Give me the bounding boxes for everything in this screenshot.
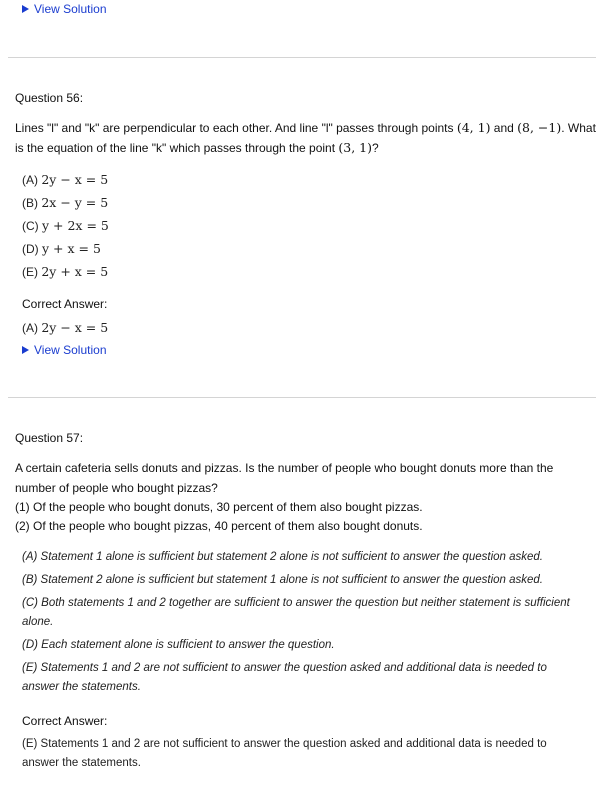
option-b: (B) Statement 2 alone is sufficient but statement 1 alone is not sufficient to answer the question asked. [22,574,543,586]
statement-1: (1) Of the people who bought donuts, 30 percent of them also bought pizzas. [15,500,423,514]
view-solution-toggle-55[interactable] [22,2,107,16]
option-b: (B) 2x − y = 5 [22,195,109,210]
option-d: (D) Each statement alone is sufficient to answer the question. [22,639,335,651]
divider [8,397,596,398]
option-a: (A) 2y − x = 5 [22,172,109,187]
divider [8,57,596,58]
option-d: (D) y + x = 5 [22,241,101,256]
option-c: (C) y + 2x = 5 [22,218,109,233]
statement-2: (2) Of the people who bought pizzas, 40 percent of them also bought donuts. [15,519,423,533]
option-c: (C) Both statements 1 and 2 together are sufficient to answer the question but neither statement is sufficient alone. [22,597,570,628]
correct-answer-label: Correct Answer: [22,714,108,728]
view-solution-label: View Solution [34,2,107,16]
question-57-heading: Question 57: [15,431,84,445]
disclosure-triangle-icon [22,5,29,13]
option-a: (A) Statement 1 alone is sufficient but statement 2 alone is not sufficient to answer the question asked. [22,551,543,563]
view-solution-toggle-56[interactable] [22,343,107,357]
question-57-text: A certain cafeteria sells donuts and pizzas. Is the number of people who bought donuts more than the number of people who bought pizzas? [15,461,554,495]
disclosure-triangle-icon [22,346,29,354]
question-56-heading: Question 56: [15,91,84,105]
correct-answer-label: Correct Answer: [22,297,108,311]
option-e: (E) 2y + x = 5 [22,264,109,279]
question-56-text: Lines "l" and "k" are perpendicular to each other. And line "l" passes through points (4, 1) and (8, −1). What is the equation of the line "k" which passes through the point (3, 1)? [15,120,596,155]
correct-answer-value: (A) 2y − x = 5 [22,320,109,335]
correct-answer-value: (E) Statements 1 and 2 are not sufficient to answer the question asked and additional data is needed to answer the statements. [22,738,547,769]
view-solution-label: View Solution [34,343,107,357]
option-e: (E) Statements 1 and 2 are not sufficient to answer the question asked and additional data is needed to answer the statements. [22,662,547,693]
